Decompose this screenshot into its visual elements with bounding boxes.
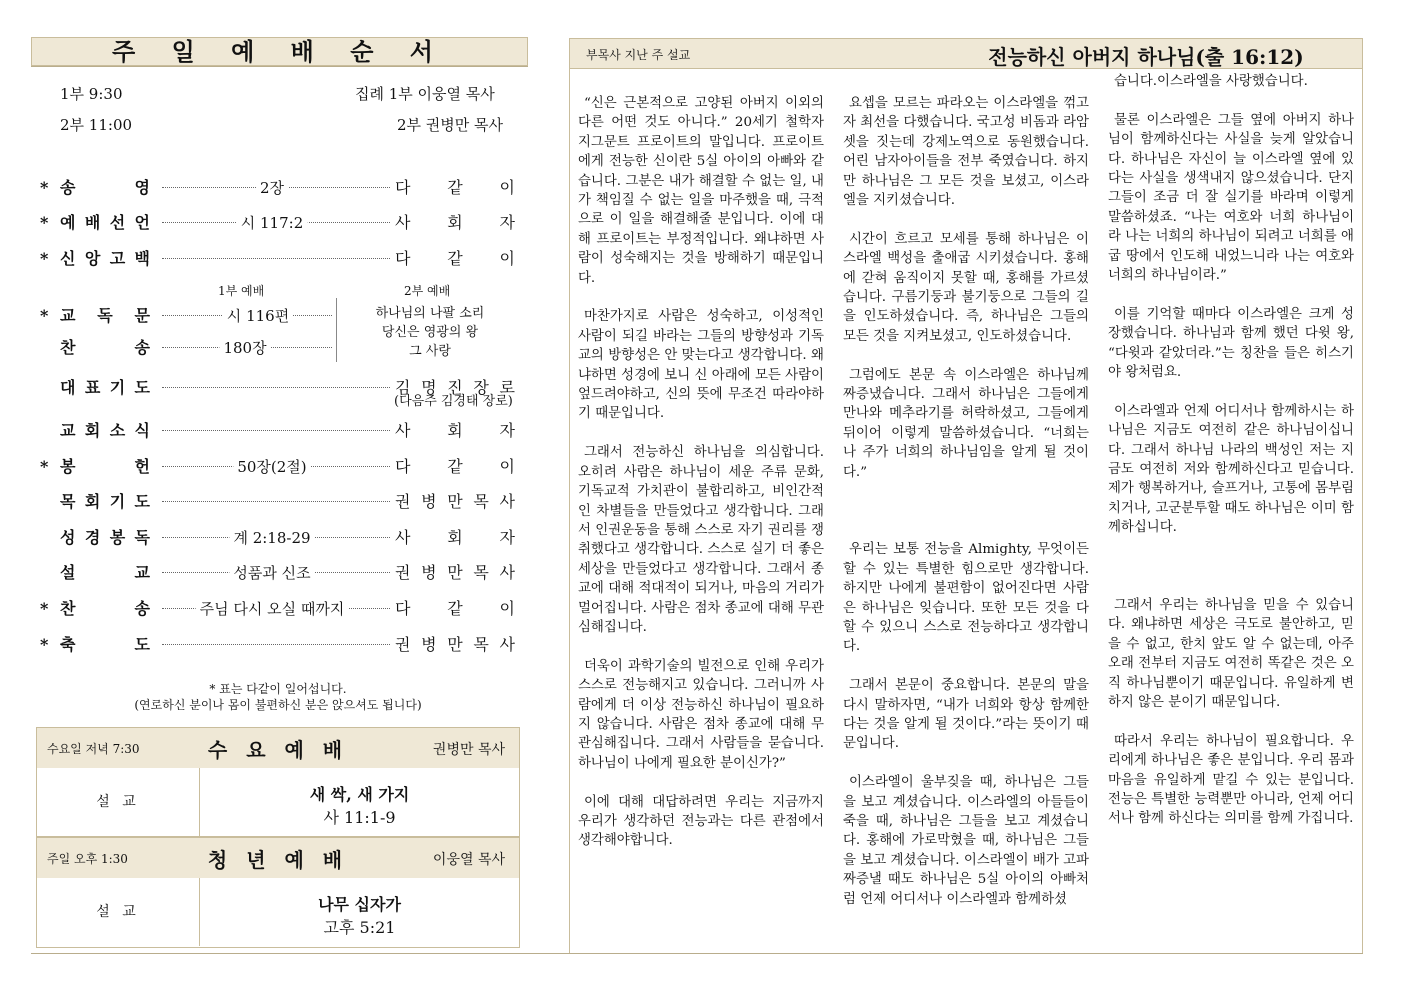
sermon-paragraph: 시간이 흐르고 모세를 통해 하나님은 이스라엘 백성을 출애굽 시키셨습니다. 홍해에 갇혀 움직이지 못할 때, 홍해를 가르셨습니다. 구름기둥과 불기둥으로 그들의 길을 인도하셨습니다. 즉, 하나님은 그들의 모든 것을 지켜보셨고, 인도하셨습니다. <box>843 231 1089 344</box>
sermon-column-2 <box>843 94 1089 928</box>
order-name-char: 축 <box>60 635 76 654</box>
order-name-char: 예 <box>60 213 76 232</box>
sermon-paragraph <box>843 501 1089 520</box>
sermon-paragraph: 그럼에도 본문 속 이스라엘은 하나님께 짜증냈습니다. 그래서 하나님은 그들에게 만나와 메추라기를 허락하셨고, 그들에게 뒤이어 이렇게 말씀하셨습니다. “너희는 나 주가 너희의 하나님임을 알게 될 것이다.” <box>843 367 1089 480</box>
standing-mark: * <box>40 306 49 325</box>
order-leader-char: 다 <box>395 457 411 476</box>
order-name <box>60 597 150 621</box>
order-name <box>60 247 150 271</box>
order-name-char: 표 <box>84 378 101 397</box>
order-name-char: 찬 <box>60 338 76 357</box>
order-name <box>60 336 150 360</box>
order-name <box>60 176 150 200</box>
order-leader-char: 같 <box>447 249 463 268</box>
service-name: 수 요 예 배 <box>207 738 349 762</box>
order-name <box>60 376 150 400</box>
order-name-char: 봉 <box>109 528 126 547</box>
leader-dots <box>162 501 390 502</box>
order-name <box>60 211 150 235</box>
sermon-verse: 고후 5:21 <box>323 918 396 937</box>
sermon-title: 새 싹, 새 가지 <box>309 785 410 804</box>
order-name-char: 도 <box>134 492 150 511</box>
order-leader-char: 병 <box>421 492 437 511</box>
service-1-time: 1부 9:30 <box>60 85 123 103</box>
order-leader-char: 회 <box>447 213 463 232</box>
sermon-paragraph: 더욱이 과학기술의 빌전으로 인해 우리가 스스로 전능해지고 있습니다. 그러니까 사람에게 더 이상 전능하신 하나님이 필요하지 않습니다. 사람은 점차 종교에 대해 무관심해집니다. 그래서 사람들을 묻습니다. 하나님이 나에게 필요한 분이신가?” <box>578 658 824 771</box>
order-detail: 시 117:2 <box>237 211 308 235</box>
order-leader-char: 자 <box>499 421 515 440</box>
order-leader-char: 이 <box>499 599 515 618</box>
order-name-char: 문 <box>134 306 150 325</box>
service-time: 주일 오후 1:30 <box>47 852 128 866</box>
order-row <box>40 211 515 235</box>
sermon-paragraph: 이에 대해 대답하려면 우리는 지금까지 우리가 생각하던 전능과는 다른 관점에서 생각해야합니다. <box>578 794 824 849</box>
order-leader-char: 이 <box>499 249 515 268</box>
order-leader-char: 회 <box>447 421 463 440</box>
leader-dots <box>162 644 390 645</box>
order-leader-char: 사 <box>499 635 515 654</box>
service-2-time: 2부 11:00 <box>60 116 133 134</box>
sermon-column-1 <box>578 94 824 870</box>
order-name-char: 회 <box>84 492 101 511</box>
order-name <box>60 419 150 443</box>
wednesday-service-box <box>36 727 520 837</box>
order-detail: 시 116편 <box>223 304 293 328</box>
order-row <box>40 526 515 550</box>
order-leader-char: 만 <box>447 563 463 582</box>
order-detail: 주님 다시 오실 때까지 <box>196 597 349 621</box>
order-name-char: 경 <box>84 528 101 547</box>
order-name-char: 독 <box>134 528 150 547</box>
standing-mark: * <box>40 213 49 232</box>
service-time: 수요일 저녁 7:30 <box>47 742 140 756</box>
order-leader-char: 자 <box>499 528 515 547</box>
order-name-char: 기 <box>109 378 126 397</box>
order-leader-char: 이 <box>499 457 515 476</box>
song-item: 당신은 영광의 왕 <box>381 325 479 340</box>
order-name-char: 대 <box>60 378 76 397</box>
standing-mark: * <box>40 178 49 197</box>
order-row <box>40 419 515 443</box>
divider <box>31 66 528 67</box>
order-leader <box>395 455 515 479</box>
order-name-char: 독 <box>97 306 113 325</box>
order-leader-char: 김 <box>395 378 411 397</box>
order-row <box>40 561 515 585</box>
order-name-char: 언 <box>134 213 150 232</box>
order-leader-char: 같 <box>447 178 463 197</box>
service-1-leader: 집례 1부 이웅열 목사 <box>355 85 495 103</box>
order-leader <box>395 490 515 514</box>
order-leader-char: 사 <box>395 213 411 232</box>
sermon-body <box>200 768 519 836</box>
order-detail: 계 2:18-29 <box>229 526 314 550</box>
leader-dots <box>162 387 390 388</box>
order-name-char: 교 <box>134 563 150 582</box>
second-service-label: 2부 예배 <box>404 284 451 298</box>
order-leader-char: 같 <box>447 599 463 618</box>
next-week-note: (다음주 김경태 장로) <box>394 394 513 409</box>
service-pastor: 권병만 목사 <box>432 742 505 758</box>
standing-mark: * <box>40 249 49 268</box>
order-name-char: 신 <box>60 249 76 268</box>
order-name-char: 기 <box>109 492 126 511</box>
order-leader-char: 만 <box>447 492 463 511</box>
order-name-char: 앙 <box>84 249 101 268</box>
order-leader-char: 다 <box>395 599 411 618</box>
order-leader-char: 자 <box>499 213 515 232</box>
order-leader-char: 다 <box>395 249 411 268</box>
order-leader-char: 로 <box>499 378 515 397</box>
standing-note: * 표는 다같이 일어섭니다. <box>209 682 347 696</box>
order-leader <box>395 597 515 621</box>
sermon-paragraph: 이를 기억할 때마다 이스라엘은 크게 성장했습니다. 하나님과 함께 했던 다윗 왕, “다윗과 같았더라.”는 칭찬을 들은 히스기야 왕처럼요. <box>1108 306 1354 381</box>
sermon-paragraph: 그래서 본문이 중요합니다. 본문의 말을 다시 말하자면, “내가 너희와 항상 함께한다는 것을 알게 될 것이다.”라는 뜻이기 때문입니다. <box>843 678 1089 752</box>
sermon-header <box>570 39 1362 69</box>
order-name <box>60 490 150 514</box>
order-detail: 180장 <box>219 336 270 360</box>
order-leader-char: 병 <box>421 635 437 654</box>
service-name: 청 년 예 배 <box>207 848 349 872</box>
order-name-char: 성 <box>60 528 76 547</box>
order-row <box>40 490 515 514</box>
order-name <box>60 633 150 657</box>
standing-mark: * <box>40 635 49 654</box>
order-name-char: 설 <box>60 563 76 582</box>
order-name <box>60 526 150 550</box>
order-name-char: 소 <box>109 421 126 440</box>
divider <box>31 953 1363 954</box>
sermon-paragraph: 우리는 보통 전능을 Almighty, 무엇이든 할 수 있는 특별한 힘으로만 생각합니다. 하지만 나에게 불편함이 없어진다면 사람은 하나님은 잊습니다. 또한 모든 것을 다 할 수 있으니 스스로 전능하다고 생각합니다. <box>843 542 1089 655</box>
sermon-body <box>200 878 519 946</box>
order-leader-char: 사 <box>395 528 411 547</box>
first-service-label: 1부 예배 <box>218 284 265 298</box>
second-service-songs <box>340 304 520 361</box>
order-name-char: 헌 <box>134 457 150 476</box>
service-pastor: 이웅열 목사 <box>432 852 505 868</box>
sermon-paragraph: 따라서 우리는 하나님이 필요합니다. 우리에게 하나님은 좋은 분입니다. 우리 몸과 마음을 유일하게 맡길 수 있는 분입니다. 전능은 특별한 능력뿐만 아니라, 언제 어디서나 함께 하신다는 의미를 함께 가집니다. <box>1108 733 1354 827</box>
box-header <box>37 728 519 768</box>
order-name-char: 송 <box>134 338 150 357</box>
standing-mark: * <box>40 599 49 618</box>
sermon-label: 설 교 <box>37 878 200 946</box>
order-name-char: 도 <box>134 635 150 654</box>
order-name-char: 회 <box>84 421 101 440</box>
service-2-leader: 2부 권병만 목사 <box>397 116 504 134</box>
sermon-paragraph: 그래서 전능하신 하나님을 의심합니다. 오히려 사람은 하나님이 세운 주류 문화, 기독교적 가치관이 불합리하고, 비인간적인 차별들을 만들었다고 생각합니다. 그래서 인권운동을 통해 스스로 자기 권리를 쟁취했다고 생각합니다. 스스로 실기 더 좋은 세상을 만들었다고 생각합니다. 그래서 종교에 대해 적대적이 되거나, 마음의 거리가 멀어집니다. 사람은 점차 종교에 대해 무관심해집니다. <box>578 445 824 635</box>
sermon-title: 전능하신 아버지 하나님(출 16:12) <box>988 45 1304 69</box>
order-name-char: 교 <box>60 306 76 325</box>
order-leader <box>395 633 515 657</box>
order-detail: 50장(2절) <box>233 455 310 479</box>
order-row <box>40 633 515 657</box>
order-row <box>40 247 515 271</box>
song-item: 하나님의 나팔 소리 <box>375 306 485 321</box>
order-leader-char: 목 <box>473 492 489 511</box>
order-leader <box>395 419 515 443</box>
order-leader-char: 장 <box>473 378 489 397</box>
sermon-paragraph: 이스라엘과 언제 어디서나 함께하시는 하나님은 지금도 여전히 같은 하나님이십니다. 그래서 하나님 나라의 백성인 저는 지금도 여전히 저와 함께하신다고 믿습니다. 제가 행복하거나, 슬프거나, 고통에 몸부림치거나, 고군분투할 때도 하나님은 이미 함께하십니다. <box>1108 403 1354 536</box>
order-leader-char: 명 <box>421 378 437 397</box>
worship-order-title: 주 일 예 배 순 서 <box>31 37 528 66</box>
order-leader-char: 병 <box>421 563 437 582</box>
order-leader <box>395 211 515 235</box>
order-leader-char: 진 <box>447 378 463 397</box>
sermon-column-3 <box>1108 72 1354 848</box>
order-leader-char: 만 <box>447 635 463 654</box>
divider <box>336 298 337 362</box>
order-name <box>60 304 150 328</box>
order-name-char: 봉 <box>60 457 76 476</box>
order-leader-char: 목 <box>473 635 489 654</box>
order-leader <box>395 176 515 200</box>
order-name-char: 선 <box>109 213 126 232</box>
order-leader-char: 목 <box>473 563 489 582</box>
sermon-paragraph: 물론 이스라엘은 그들 옆에 아버지 하나님이 함께하신다는 사실을 늦게 알았습니다. 하나님은 자신이 늘 이스라엘 옆에 있다는 사실을 생색내지 않으셨습니다. 단지 그들이 조금 더 잘 실기를 바라며 이렇게 말씀하셨죠. “나는 여호와 너희 하나님이라 나는 너희의 하나님이 되려고 너희를 애굽 땅에서 인도해 내었느니라 나는 여호와 너희의 하나님이라.” <box>1108 112 1354 284</box>
order-name-char: 목 <box>60 492 76 511</box>
order-leader-char: 회 <box>447 528 463 547</box>
order-leader <box>395 526 515 550</box>
order-leader-char: 사 <box>499 492 515 511</box>
sermon-paragraph: “신은 근본적으로 고양된 아버지 이외의 다른 어떤 것도 아니다.” 20세기 철학자 지그문트 프로이트의 말입니다. 프로이트에게 전능한 신이란 5실 아이의 아빠와 같습니다. 그분은 내가 해결할 수 없는 일, 내가 책임질 수 없는 일을 마주했을 때, 극적으로 이 일을 해결해줄 분입니다. 이에 대해 프로이트는 부정적입니다. 왜냐하면 사람이 성숙해지는 것을 방해하기 때문입니다. <box>578 96 824 286</box>
order-name-char: 배 <box>84 213 101 232</box>
order-detail: 2장 <box>256 176 288 200</box>
leader-dots <box>162 258 390 259</box>
box-header <box>37 838 519 878</box>
sermon-label: 설 교 <box>37 768 200 836</box>
order-name <box>60 561 150 585</box>
order-name-char: 교 <box>60 421 76 440</box>
song-item: 그 사랑 <box>409 344 451 359</box>
sermon-paragraph: 습니다.이스라엘을 사랑했습니다. <box>1114 74 1308 89</box>
sermon-verse: 사 11:1-9 <box>323 808 396 827</box>
order-leader-char: 같 <box>447 457 463 476</box>
leader-dots <box>162 430 390 431</box>
order-leader-char: 권 <box>395 563 411 582</box>
order-name-char: 식 <box>134 421 150 440</box>
order-leader-char: 사 <box>499 563 515 582</box>
order-name-char: 영 <box>134 178 150 197</box>
order-name-char: 찬 <box>60 599 76 618</box>
order-leader-char: 사 <box>395 421 411 440</box>
order-name-char: 송 <box>60 178 76 197</box>
sermon-paragraph: 요셉을 모르는 파라오는 이스라엘을 꺾고자 최선을 다했습니다. 국고성 비돔과 라암셋을 짓는데 강제노역으로 동원했습니다. 어린 남자아이들을 전부 죽였습니다. 하지만 하나님은 그 모든 것을 보셨고, 이스라엘을 지키셨습니다. <box>843 96 1089 209</box>
order-leader-char: 이 <box>499 178 515 197</box>
youth-service-box <box>36 837 520 948</box>
order-leader-char: 권 <box>395 492 411 511</box>
sermon-paragraph: 이스라엘이 울부짖을 때, 하나님은 그들을 보고 계셨습니다. 이스라엘의 아들들이 죽을 때, 하나님은 그들을 보고 계셨습니다. 홍해에 가로막혔을 때, 하나님은 그들을 보고 계셨습니다. 이스라엘이 배가 고파 짜증낼 때도 하나님은 5실 아이의 아빠처럼 언제 어디서나 이스라엘과 함께하셨 <box>843 775 1089 907</box>
order-leader-char: 권 <box>395 635 411 654</box>
seated-note: (연로하신 분이나 몸이 불편하신 분은 앉으셔도 됩니다) <box>134 698 422 712</box>
order-row <box>40 597 515 621</box>
order-name-char: 고 <box>109 249 126 268</box>
standing-mark: * <box>40 457 49 476</box>
order-detail: 성품과 신조 <box>229 561 314 585</box>
sermon-paragraph <box>1108 557 1354 576</box>
order-leader <box>395 247 515 271</box>
order-name-char: 송 <box>134 599 150 618</box>
order-leader <box>395 561 515 585</box>
sermon-title: 나무 십자가 <box>318 895 401 914</box>
order-name <box>60 455 150 479</box>
sermon-subtitle: 부목사 지난 주 설교 <box>586 48 691 62</box>
order-row <box>40 176 515 200</box>
order-name-char: 도 <box>134 378 150 397</box>
order-name-char: 백 <box>134 249 150 268</box>
sermon-paragraph: 마찬가지로 사람은 성숙하고, 이성적인 사람이 되길 바라는 그들의 방향성과 기독교의 방향성은 안 맞는다고 생각합니다. 왜냐하면 성경에 보니 신 아래에 모든 사람이 엎드려야하고, 신의 뜻에 무조건 따라야하기 때문입니다. <box>578 309 824 422</box>
order-row <box>40 455 515 479</box>
sermon-paragraph: 그래서 우리는 하나님을 믿을 수 있습니다. 왜냐하면 세상은 극도로 불안하고, 믿을 수 없고, 한치 앞도 알 수 없는데, 아주 오래 전부터 지금도 여전히 똑같은 것은 오직 하나님뿐이기 때문입니다. 유일하게 변하지 않은 분이기 때문입니다. <box>1108 597 1354 710</box>
order-leader-char: 다 <box>395 178 411 197</box>
